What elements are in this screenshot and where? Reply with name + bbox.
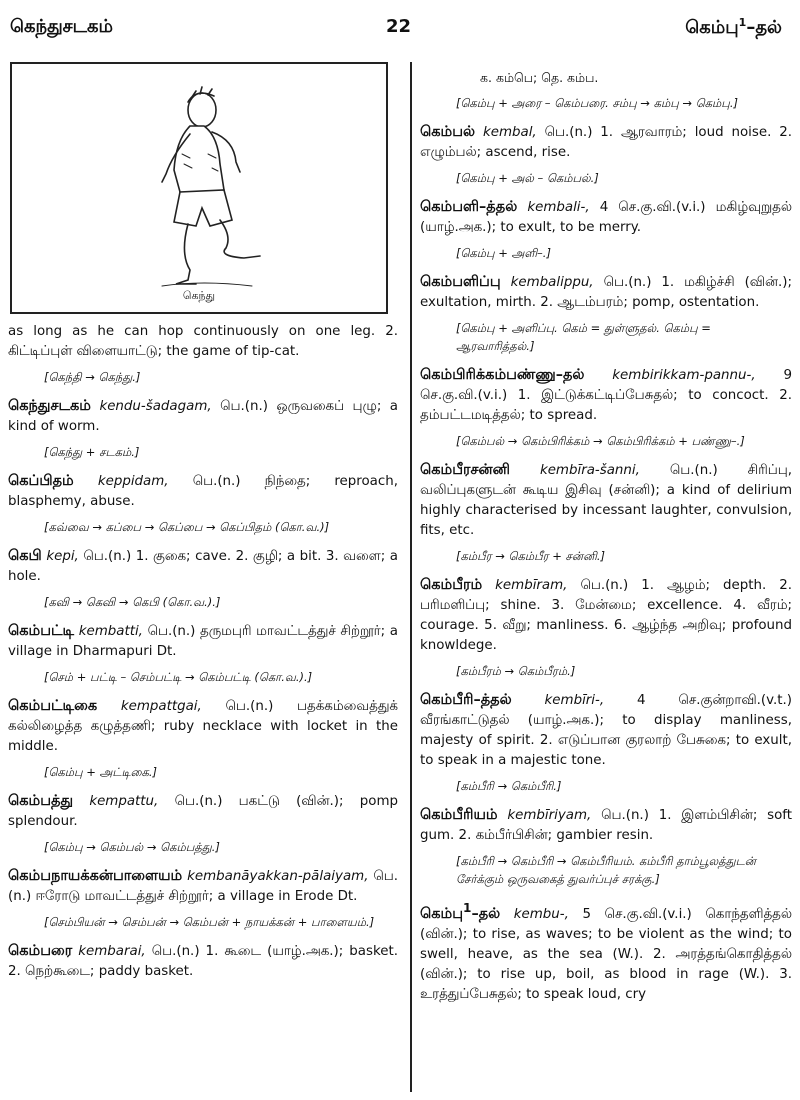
dictionary-entry: [420, 805, 792, 846]
definition: பெ.(n.) 1. குகை; cave. 2. குழி; a bit. 3. வளை; a hole.: [8, 549, 398, 584]
derivation: [கெம்பு + அரை – கெம்பரை. சம்பு → கம்பு → கெம்பு.]: [456, 96, 738, 110]
definition: 5 செ.கு.வி.(v.i.) கொந்தளித்தல் (வின்.); to rise, as waves; to be violent as the wind; to swell, heave, as the sea (W.). 2. அரத்தங்கொதித்தல் (வின்.); to rise up, boil, as blood in rage (W.). 3. உரத்துப்பேசுதல்; to speak loud, cry: [420, 906, 792, 1002]
column-divider: [410, 62, 412, 1092]
definition: பெ.(n.) நிந்தை; reproach, blasphemy, abuse.: [8, 474, 398, 509]
transliteration: kembalippu,: [510, 275, 594, 290]
dictionary-entry: [420, 365, 792, 426]
headword-suffix: –தல்: [471, 905, 501, 922]
dictionary-entry: [420, 690, 792, 771]
hopping-boy-illustration: [12, 64, 386, 312]
headword: கெம்பிரிக்கம்பண்ணு–தல்: [420, 367, 585, 383]
definition: 9 செ.கு.வி.(v.i.) 1. இட்டுக்கட்டிப்பேசுதல்; to concoct. 2. தம்பட்டமடித்தல்; to spread.: [420, 368, 792, 423]
definition: பெ.(n.) 1. இளம்பிசின்; soft gum. 2. கம்பீர்பிசின்; gambier resin.: [420, 808, 793, 843]
left-column: [8, 62, 398, 988]
derivation: [கம்பீரி → கெம்பீரி → கெம்பீரியம். கம்பீரி தாம்பூலத்துடன் சேர்க்கும் ஒருவகைத் துவர்ப்புச் சரக்கு.]: [456, 854, 756, 886]
transliteration: kembīri-,: [544, 693, 605, 708]
derivation: [கெம்பல் → கெம்பிரிக்கம் → கெம்பிரிக்கம் + பண்ணு–.]: [456, 434, 745, 448]
derivation: [கெம்பு + அல் – கெம்பல்.]: [456, 171, 599, 185]
derivation: [கம்பீர → கெம்பீர + சன்னி.]: [456, 549, 605, 563]
cognates: க. கம்பெ; தெ. கம்ப.: [480, 70, 599, 85]
transliteration: kembal,: [482, 125, 537, 140]
dictionary-entry: [8, 696, 398, 757]
right-entries: [420, 122, 792, 888]
derivation: [கெம்பு → கெம்பல் → கெம்பத்து.]: [44, 840, 220, 854]
header-right-sup: 1: [738, 16, 747, 29]
headword: [420, 901, 501, 922]
derivation: [கெம்பு + அளி–.]: [456, 246, 551, 260]
dictionary-entry: [420, 898, 792, 1005]
derivation: [கெம்பு + அட்டிகை.]: [44, 765, 158, 779]
headword: கெம்பீரசன்னி: [420, 462, 510, 478]
derivation: [கெம்பு + அளிப்பு. கெம் = துள்ளுதல். கெம்பு = ஆரவாரித்தல்.]: [456, 321, 711, 353]
headword: கெம்பட்டிகை: [8, 698, 98, 714]
transliteration: kendu-šadagam,: [99, 399, 212, 414]
headword: கெம்பரை: [8, 943, 73, 959]
definition: பெ.(n.) 1. மகிழ்ச்சி (வின்.); exultation, mirth. 2. ஆடம்பரம்; pomp, ostentation.: [420, 275, 793, 310]
definition: பெ.(n.) தருமபுரி மாவட்டத்துச் சிற்றூர்; a village in Dharmapuri Dt.: [8, 624, 398, 659]
dictionary-entry: [8, 546, 398, 587]
derivation: [கவி → கெவி → கெபி (கொ.வ.).]: [44, 595, 221, 609]
dictionary-entry: [420, 460, 792, 541]
definition: 4 செ.குன்றாவி.(v.t.) வீரங்காட்டுதல் (யாழ்.அக.); to display manliness, majesty of spirit. 2. எடுப்பான குரலாற் பேசுகை; to exult, to speak in a majestic tone.: [420, 693, 792, 768]
transliteration: keppidam,: [97, 474, 169, 489]
transliteration: kembatti,: [78, 624, 143, 639]
headword: கெம்பட்டி: [8, 623, 75, 639]
dictionary-entry: [420, 122, 792, 163]
derivation: [கம்பீரி → கெம்பீரி.]: [456, 779, 562, 793]
dictionary-entry: [420, 272, 792, 313]
transliteration: kembarai,: [78, 944, 146, 959]
headword: கெம்பளிப்பு: [420, 274, 501, 290]
dictionary-entry: [8, 866, 398, 907]
transliteration: kembanāyakkan-pālaiyam,: [187, 869, 369, 884]
continuation-text: as long as he can hop continuously on one leg. 2. கிட்டிப்புள் விளையாட்டு; the game of tip-cat.: [8, 324, 398, 359]
transliteration: kembirikkam-pannu-,: [612, 368, 756, 383]
definition: பெ.(n.) 1. ஆரவாரம்; loud noise. 2. எழும்பல்; ascend, rise.: [420, 125, 793, 160]
derivation: [செம்பியன் → செம்பன் → கெம்பன் + நாயக்கன் + பாளையம்.]: [44, 915, 375, 929]
headword-text: கெம்பு: [420, 905, 464, 922]
header-left-guideword: கெந்துசடகம்: [10, 16, 113, 37]
headword: கெபி: [8, 548, 42, 564]
dictionary-entry: [420, 197, 792, 238]
definition: பெ.(n.) பகட்டு (வின்.); pomp splendour.: [8, 794, 398, 829]
right-column: [420, 68, 792, 1011]
headword-superscript: 1: [463, 901, 472, 915]
header-right-guideword: [685, 16, 782, 40]
definition: பெ.(n.) 1. ஆழம்; depth. 2. பரிமளிப்பு; shine. 3. மேன்மை; excellence. 4. வீரம்; courage. 5. வீறு; manliness. 6. ஆழ்ந்த அறிவு; profound knowldege.: [420, 578, 792, 653]
derivation: [செம் + பட்டி – செம்பட்டி → கெம்பட்டி (கொ.வ.).]: [44, 670, 313, 684]
transliteration: kepi,: [46, 549, 79, 564]
headword: கெம்பளி–த்தல்: [420, 199, 518, 215]
headword: கெப்பிதம்: [8, 473, 74, 489]
transliteration: kempattu,: [89, 794, 159, 809]
dictionary-entry: [8, 621, 398, 662]
derivation: [கவ்வை → கப்பை → கெப்பை → கெப்பிதம் (கொ.வ.)]: [44, 520, 330, 534]
headword: கெம்பல்: [420, 124, 476, 140]
dictionary-entry: [8, 471, 398, 512]
definition: பெ.(n.) ஒருவகைப் புழு; a kind of worm.: [8, 399, 399, 434]
derivation: [கெந்தி → கெந்து.]: [44, 370, 141, 384]
transliteration: kembīram,: [495, 578, 568, 593]
transliteration: kembīriyam,: [507, 808, 592, 823]
headword: கெம்பீரம்: [420, 577, 483, 593]
headword: கெம்பத்து: [8, 793, 74, 809]
dictionary-entry: [8, 396, 398, 437]
page-number: 22: [386, 16, 412, 37]
definition: 4 செ.கு.வி.(v.i.) மகிழ்வுறுதல் (யாழ்.அக.); to exult, to be merry.: [420, 200, 792, 235]
headword: கெம்பீரி–த்தல்: [420, 692, 512, 708]
derivation: [கெந்து + சடகம்.]: [44, 445, 140, 459]
dictionary-entry: [8, 791, 398, 832]
page-header: [0, 0, 800, 48]
illustration-figure: [10, 62, 388, 314]
definition: பெ.(n.) ஈரோடு மாவட்டத்துச் சிற்றூர்; a village in Erode Dt.: [8, 869, 398, 904]
headword: கெம்பநாயக்கன்பாளையம்: [8, 868, 183, 884]
transliteration: kembu-,: [513, 906, 569, 922]
dictionary-entry: [8, 941, 398, 982]
definition: பெ.(n.) பதக்கம்வைத்துக் கல்லிழைத்த கழுத்தணி; ruby necklace with locket in the middle.: [8, 699, 399, 754]
figure-caption: கெந்து: [182, 289, 216, 302]
definition: பெ.(n.) சிரிப்பு, வலிப்புகளுடன் கூடிய இசிவு (சன்னி); a kind of delirium highly characterised by incessant laughter, convulsion, fits, etc.: [420, 463, 792, 538]
dictionary-entry: [420, 575, 792, 656]
header-right-word: கெம்பு: [685, 17, 739, 38]
headword: கெந்துசடகம்: [8, 398, 91, 414]
headword: கெம்பீரியம்: [420, 807, 498, 823]
transliteration: kembali-,: [527, 200, 590, 215]
header-right-suffix: –தல்: [746, 17, 782, 38]
transliteration: kembīra-šanni,: [539, 463, 640, 478]
transliteration: kempattgai,: [120, 699, 202, 714]
definition: பெ.(n.) 1. கூடை (யாழ்.அக.); basket. 2. நெற்கூடை; paddy basket.: [8, 944, 398, 979]
derivation: [கம்பீரம் → கெம்பீரம்.]: [456, 664, 576, 678]
left-entries: [8, 396, 398, 982]
